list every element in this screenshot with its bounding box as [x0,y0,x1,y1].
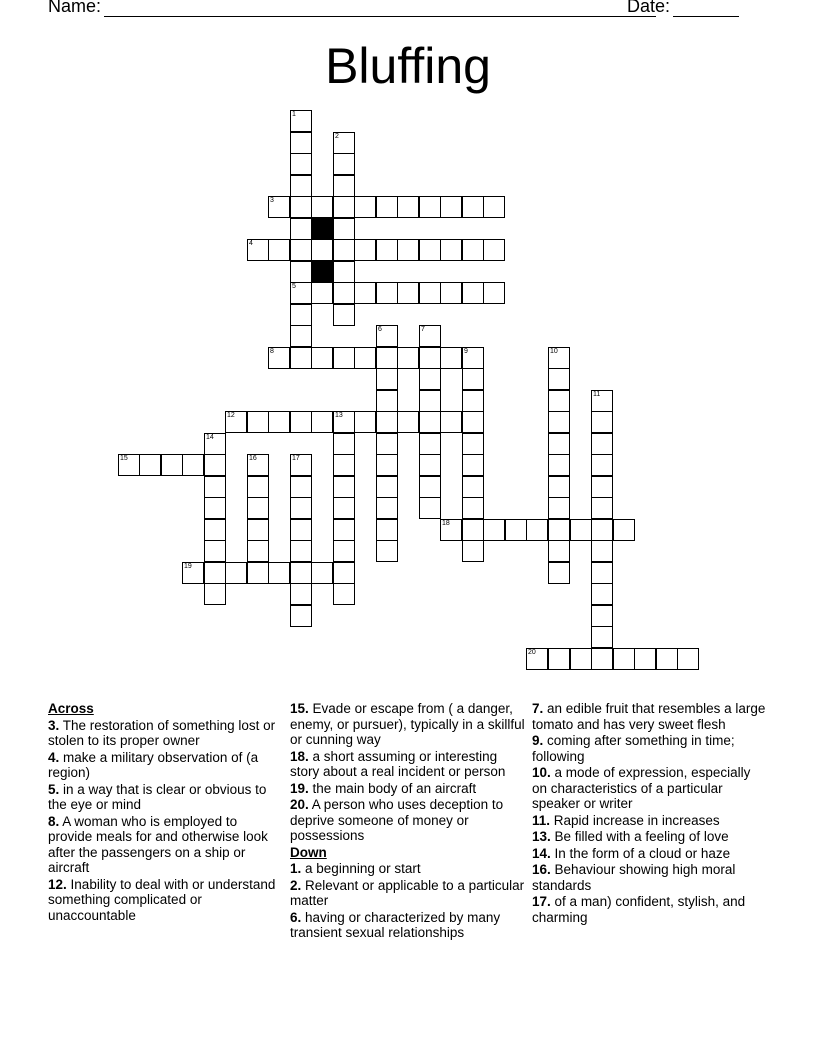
grid-block [311,261,333,283]
grid-cell[interactable] [462,196,484,218]
grid-cell[interactable] [419,325,441,347]
grid-cell[interactable] [419,239,441,261]
clue-across-8: 8. A woman who is employed to provide meals for and otherwise look after the passengers on a ship or aircraft [48,813,268,875]
grid-cell[interactable] [591,648,613,670]
grid-cell[interactable] [182,562,204,584]
grid-cell[interactable] [118,454,140,476]
clue-across-3: 3. The restoration of something lost or stolen to its proper owner [48,717,276,748]
grid-cell[interactable] [419,497,441,519]
grid-cell[interactable] [311,282,333,304]
clue-across-12: 12. Inability to deal with or understand something complicated or unaccountable [48,876,276,923]
grid-cell[interactable] [570,648,592,670]
grid-cell[interactable] [440,347,462,369]
grid-cell[interactable] [333,175,355,197]
clue-number: 19 [184,563,192,570]
grid-cell[interactable] [462,497,484,519]
grid-cell[interactable] [204,519,226,541]
clue-down-6: 6. having or characterized by many transient sexual relationships [290,909,501,940]
grid-cell[interactable] [419,282,441,304]
grid-cell[interactable] [290,347,312,369]
grid-cell[interactable] [290,454,312,476]
grid-cell[interactable] [161,454,183,476]
grid-cell[interactable] [376,411,398,433]
grid-cell[interactable] [333,196,355,218]
grid-cell[interactable] [333,132,355,154]
grid-cell[interactable] [311,411,333,433]
grid-cell[interactable] [591,519,613,541]
grid-cell[interactable] [290,583,312,605]
grid-cell[interactable] [290,218,312,240]
grid-cell[interactable] [247,497,269,519]
clue-column-1 [48,701,284,924]
grid-cell[interactable] [591,583,613,605]
grid-cell[interactable] [462,411,484,433]
grid-cell[interactable] [376,325,398,347]
clue-down-16: 16. Behaviour showing high moral standards [532,862,736,893]
clue-number: 18 [442,520,450,527]
grid-cell[interactable] [591,476,613,498]
grid-cell[interactable] [548,562,570,584]
grid-cell[interactable] [333,239,355,261]
grid-cell[interactable] [591,390,613,412]
clue-number: 20 [528,649,536,656]
grid-cell[interactable] [634,648,656,670]
grid-cell[interactable] [462,282,484,304]
grid-cell[interactable] [290,175,312,197]
grid-cell[interactable] [548,390,570,412]
clue-number: 10 [550,348,558,355]
grid-cell[interactable] [440,282,462,304]
grid-cell[interactable] [311,347,333,369]
grid-cell[interactable] [247,239,269,261]
grid-cell[interactable] [290,282,312,304]
grid-cell[interactable] [290,540,312,562]
grid-cell[interactable] [376,239,398,261]
grid-cell[interactable] [290,325,312,347]
grid-cell[interactable] [677,648,699,670]
grid-cell[interactable] [268,347,290,369]
clue-column-3 [532,701,768,926]
clue-number: 7 [421,326,425,333]
grid-cell[interactable] [268,411,290,433]
grid-cell[interactable] [290,132,312,154]
clue-number: 15 [120,455,128,462]
grid-cell[interactable] [526,648,548,670]
grid-cell[interactable] [376,390,398,412]
grid-cell[interactable] [462,368,484,390]
grid-cell[interactable] [333,411,355,433]
grid-cell[interactable] [290,497,312,519]
grid-cell[interactable] [419,368,441,390]
clue-down-17: 17. of a man) confident, stylish, and charming [532,894,746,925]
grid-cell[interactable] [591,540,613,562]
clue-column-2 [290,701,526,942]
clue-number: 5 [292,283,296,290]
grid-cell[interactable] [591,562,613,584]
grid-cell[interactable] [462,390,484,412]
grid-cell[interactable] [290,110,312,132]
grid-cell[interactable] [462,454,484,476]
name-label: Name: [48,0,102,16]
grid-cell[interactable] [591,411,613,433]
clue-number: 9 [464,348,468,355]
grid-block [311,218,333,240]
grid-cell[interactable] [462,347,484,369]
grid-cell[interactable] [397,347,419,369]
clue-number: 6 [378,326,382,333]
grid-cell[interactable] [333,540,355,562]
grid-cell[interactable] [548,411,570,433]
grid-cell[interactable] [462,239,484,261]
grid-cell[interactable] [225,562,247,584]
grid-cell[interactable] [204,497,226,519]
grid-cell[interactable] [290,519,312,541]
grid-cell[interactable] [333,261,355,283]
clue-across-5: 5. in a way that is clear or obvious to the eye or mind [48,781,267,812]
clue-number: 2 [335,133,339,140]
grid-cell[interactable] [419,433,441,455]
grid-cell[interactable] [182,454,204,476]
grid-cell[interactable] [376,519,398,541]
grid-cell[interactable] [548,454,570,476]
grid-cell[interactable] [483,196,505,218]
grid-cell[interactable] [376,454,398,476]
grid-cell[interactable] [376,347,398,369]
grid-cell[interactable] [139,454,161,476]
grid-cell[interactable] [204,476,226,498]
grid-cell[interactable] [354,347,376,369]
grid-cell[interactable] [548,648,570,670]
grid-cell[interactable] [354,196,376,218]
clue-down-9: 9. coming after something in time; following [532,733,735,764]
grid-cell[interactable] [290,562,312,584]
grid-cell[interactable] [419,347,441,369]
grid-cell[interactable] [419,390,441,412]
grid-cell[interactable] [376,540,398,562]
grid-cell[interactable] [333,583,355,605]
grid-cell[interactable] [311,562,333,584]
clue-across-4: 4. make a military observation of (a region) [48,749,259,780]
grid-cell[interactable] [591,626,613,648]
grid-cell[interactable] [591,497,613,519]
grid-cell[interactable] [419,454,441,476]
grid-cell[interactable] [548,476,570,498]
grid-cell[interactable] [548,347,570,369]
clue-down-1: 1. a beginning or start [290,861,421,876]
grid-cell[interactable] [397,411,419,433]
grid-cell[interactable] [483,519,505,541]
grid-cell[interactable] [591,433,613,455]
grid-cell[interactable] [247,562,269,584]
grid-cell[interactable] [613,648,635,670]
grid-cell[interactable] [397,282,419,304]
grid-cell[interactable] [333,304,355,326]
grid-cell[interactable] [354,411,376,433]
grid-cell[interactable] [333,153,355,175]
grid-cell[interactable] [376,282,398,304]
clue-number: 17 [292,455,300,462]
grid-cell[interactable] [247,519,269,541]
grid-cell[interactable] [204,562,226,584]
grid-cell[interactable] [311,239,333,261]
grid-cell[interactable] [225,411,247,433]
grid-cell[interactable] [333,433,355,455]
grid-cell[interactable] [548,540,570,562]
grid-cell[interactable] [247,540,269,562]
grid-cell[interactable] [376,497,398,519]
clue-number: 8 [270,348,274,355]
clue-number: 14 [206,434,214,441]
grid-cell[interactable] [204,433,226,455]
grid-cell[interactable] [548,497,570,519]
grid-cell[interactable] [290,261,312,283]
grid-cell[interactable] [290,304,312,326]
grid-cell[interactable] [204,540,226,562]
clue-down-10: 10. a mode of expression, especially on characteristics of a particular speaker or writer [532,765,751,811]
grid-cell[interactable] [333,454,355,476]
clue-down-2: 2. Relevant or applicable to a particular matter [290,877,525,908]
clue-across-20: 20. A person who uses deception to deprive someone of money or possessions [290,797,504,843]
grid-cell[interactable] [290,411,312,433]
grid-cell[interactable] [440,239,462,261]
grid-cell[interactable] [462,519,484,541]
clue-number: 13 [335,412,343,419]
grid-cell[interactable] [333,282,355,304]
grid-cell[interactable] [419,196,441,218]
grid-cell[interactable] [591,605,613,627]
grid-cell[interactable] [354,239,376,261]
grid-cell[interactable] [462,476,484,498]
grid-cell[interactable] [419,411,441,433]
clue-number: 11 [593,391,601,398]
grid-cell[interactable] [440,411,462,433]
grid-cell[interactable] [440,196,462,218]
clue-number: 16 [249,455,257,462]
grid-cell[interactable] [505,519,527,541]
grid-cell[interactable] [247,411,269,433]
grid-cell[interactable] [591,454,613,476]
clue-down-14: 14. In the form of a cloud or haze [532,845,731,861]
grid-cell[interactable] [376,368,398,390]
clue-number: 12 [227,412,235,419]
clue-across-18: 18. a short assuming or interesting story about a real incident or person [290,748,506,779]
grid-cell[interactable] [440,519,462,541]
grid-cell[interactable] [548,433,570,455]
grid-cell[interactable] [354,282,376,304]
grid-cell[interactable] [376,433,398,455]
grid-cell[interactable] [397,239,419,261]
clue-across-19: 19. the main body of an aircraft [290,780,477,796]
grid-cell[interactable] [462,433,484,455]
clue-number: 3 [270,197,274,204]
grid-cell[interactable] [204,583,226,605]
grid-cell[interactable] [656,648,678,670]
grid-cell[interactable] [613,519,635,541]
grid-cell[interactable] [311,196,333,218]
clue-number: 4 [249,240,253,247]
down-heading: Down [290,844,327,860]
puzzle-title: Bluffing [325,38,491,94]
grid-cell[interactable] [333,497,355,519]
grid-cell[interactable] [548,519,570,541]
grid-cell[interactable] [548,368,570,390]
grid-cell[interactable] [333,562,355,584]
grid-cell[interactable] [376,476,398,498]
grid-cell[interactable] [268,239,290,261]
grid-cell[interactable] [376,196,398,218]
grid-cell[interactable] [290,153,312,175]
clue-number: 1 [292,111,296,118]
grid-cell[interactable] [526,519,548,541]
date-label: Date: [627,0,671,16]
grid-cell[interactable] [290,239,312,261]
across-heading: Across [48,701,94,716]
grid-cell[interactable] [333,218,355,240]
grid-cell[interactable] [462,540,484,562]
grid-cell[interactable] [570,519,592,541]
grid-cell[interactable] [333,519,355,541]
clue-down-7: 7. an edible fruit that resembles a large tomato and has very sweet flesh [532,701,766,732]
grid-cell[interactable] [397,196,419,218]
grid-cell[interactable] [268,196,290,218]
clue-down-11: 11. Rapid increase in increases [532,812,720,828]
grid-cell[interactable] [333,347,355,369]
grid-cell[interactable] [204,454,226,476]
grid-cell[interactable] [290,605,312,627]
grid-cell[interactable] [483,239,505,261]
grid-cell[interactable] [247,454,269,476]
grid-cell[interactable] [483,282,505,304]
grid-cell[interactable] [268,562,290,584]
grid-cell[interactable] [333,476,355,498]
grid-cell[interactable] [290,196,312,218]
grid-cell[interactable] [247,476,269,498]
clue-down-13: 13. Be filled with a feeling of love [532,829,729,844]
grid-cell[interactable] [290,476,312,498]
grid-cell[interactable] [419,476,441,498]
clue-across-15: 15. Evade or escape from ( a danger, enemy, or pursuer), typically in a skillful or cunning way [290,701,525,747]
